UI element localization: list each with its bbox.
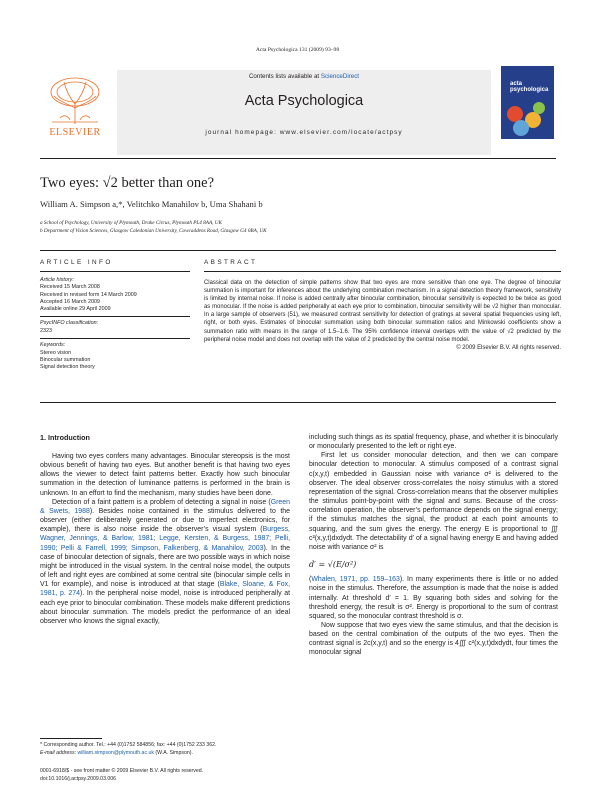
elsevier-wordmark: ELSEVIER bbox=[49, 127, 101, 138]
paragraph: First let us consider monocular detection, and then we can compare binocular detection to monocular. A stimulus composed of a contrast signal c(x,y,t) embedded in Gaussian noise with variance σ² is delivered to the observer. The ideal observer cross-correlates the noisy stimulus with a stored representation of the signal. Cross-correlation means that the observer multiplies the stimulus point-by-point with the signal and sums. Because of the cross-correlation operation, the observer’s performance depends on the signal energy; if the stimulus matches the signal, the product at each point amounts to squaring, and the sum gives the energy. The energy E is proportional to ∭ c²(x,y,t)dxdydt. The detectability d′ of a signal having energy E and having added noise with variance σ² is bbox=[309, 452, 558, 551]
email-label: E-mail address: bbox=[40, 750, 78, 756]
front-rule bbox=[40, 250, 556, 251]
journal-homepage[interactable]: journal homepage: www.elsevier.com/locate/actpsy bbox=[205, 129, 403, 136]
history-revised: Received in revised form 14 March 2009 bbox=[40, 292, 137, 298]
footnote-email bbox=[40, 750, 193, 757]
journal-cover-thumbnail bbox=[501, 66, 554, 139]
psycinfo-label: PsycINFO classification: bbox=[40, 320, 99, 326]
info-divider-2 bbox=[40, 338, 190, 339]
paragraph-text: ). In the peripheral noise model, noise is introduced peripherally at each eye prior to binocular combination. These models make different predictions about binocular summation. The models predict the performance of an ideal observer who knows the signal exactly, bbox=[40, 590, 290, 625]
cover-title: acta psychologica bbox=[510, 81, 549, 93]
history-online: Available online 29 April 2009 bbox=[40, 306, 111, 312]
footnote-rule bbox=[40, 738, 102, 739]
keyword-item: Binocular summation bbox=[40, 357, 91, 363]
paragraph-text: Having two eyes confers many advantages. Binocular stereopsis is the most obvious benefit of having two eyes. But another benefit is that having two eyes allows the viewer to detect faint patterns better. Exactly how such binocular summation in the detection of luminance patterns is performed in the brain is unknown. In an effort to find the mechanism, many studies have been done. bbox=[40, 453, 290, 497]
paragraph-text: ). In the case of binocular detection of signals, there are two possible ways in which noise might be introduced in the visual system. In the central noise model, the outputs of left and right eyes are combined at some central site (binocular simple cells in V1 for example), and noise is introduced at that stage ( bbox=[40, 544, 290, 589]
paragraph bbox=[40, 452, 290, 498]
info-divider-1 bbox=[40, 316, 190, 317]
sciencedirect-link[interactable]: ScienceDirect bbox=[320, 73, 360, 80]
paragraph: including such things as its spatial frequency, phase, and whether it is binocularly or monocularly presented to the left or right eye. bbox=[309, 434, 558, 451]
citation-link[interactable]: Blake, Sloane, & Fox, 1981, p. 274 bbox=[40, 581, 290, 598]
abstract-text: Classical data on the detection of simple patterns show that two eyes are more sensitive than one eye. The degree of binocular summation is important for inferences about the underlying combination mechanism. In a signal detection theory framework, sensitivity is limited by internal noise. If noise is added centrally after binocular combination, binocular sensitivity is expected to be twice as good as monocular. If the noise is added peripherally at each eye prior to combination, binocular sensitivity will be √2 higher than monocular. In a large sample of observers (51), we measured contrast sensitivity for detection of gratings at several spatial frequencies using left, right, or both eyes. Estimates of binocular summation using both binocular summation ratios and Minkowski coefficients show a summation ratio with means in the range of 1.5–1.6. The 95% confidence interval overlaps with the value of √2 predicted by the peripheral noise model and does not overlap with the value of 2 predicted by the central noise model. bbox=[204, 280, 561, 343]
affiliation-b: b Department of Vision Sciences, Glasgow Caledonian University, Cowcaddens Road, Glasgow G4 0BA, UK bbox=[40, 228, 267, 234]
citation-link[interactable]: Green & Swets, 1988 bbox=[40, 498, 290, 515]
paragraph: Now suppose that two eyes view the same stimulus, and that the decision is based on the central combination of the outputs of the two eyes. Then the contrast signal is 2c(x,y,t) and so the energy is 4∭ c²(x,y,t)dxdydt, four times the monocular signal bbox=[309, 621, 558, 657]
paragraph-text: . In many experiments there is little or no added noise in the stimulus. Therefore, the assumption is made that the noise is added internally. At threshold d′ = 1. By squaring both sides and solving for the threshold energy, the result is σ². Energy is proportional to the sum of contrast squared, so the monocular contrast threshold is σ. bbox=[309, 576, 558, 620]
paragraph-text: ). Besides noise contained in the stimulus delivered to the observer (either deliberately generated or due to imperfect electronics, for example), there is also noise inside the observer’s visual system ( bbox=[40, 507, 290, 534]
paragraph: (Whalen, 1971, pp. 159–163). In many experiments there is little or no added noise in the stimulus. Therefore, the assumption is made that the noise is added internally. At threshold d′ = 1. By squaring both sides and solving for the threshold energy, the result is σ². Energy is proportional to the sum of contrast squared, so the monocular contrast threshold is σ. bbox=[309, 576, 558, 620]
article-info-heading: ARTICLE INFO bbox=[40, 259, 113, 266]
history-received: Received 15 March 2008 bbox=[40, 284, 100, 290]
abstract-rule bbox=[204, 271, 561, 272]
keyword-item: Signal detection theory bbox=[40, 364, 95, 370]
masthead-banner bbox=[117, 70, 491, 155]
issn-line: 0001-6918/$ - see front matter © 2009 Elsevier B.V. All rights reserved. bbox=[40, 768, 204, 774]
contents-prefix: Contents lists available at bbox=[248, 73, 321, 80]
article-authors: William A. Simpson a,*, Velitchko Manahilov b, Uma Shahani b bbox=[40, 199, 263, 209]
abstract-bottom-rule bbox=[40, 402, 556, 403]
paragraph bbox=[40, 498, 290, 626]
journal-reference: Acta Psychologica 131 (2009) 93–98 bbox=[255, 47, 340, 53]
email-link[interactable]: william.simpson@plymouth.ac.uk bbox=[77, 750, 154, 756]
journal-title: Acta Psychologica bbox=[244, 93, 364, 109]
citation-link[interactable]: Burgess, Wagner, Jennings, & Barlow, 1981; Legge, Kersten, & Burgess, 1987; Pelli, 1990; Pelli & Farrell, 1999; Simpson, Falkenberg, & Manahilov, 2003 bbox=[40, 526, 290, 552]
detectability-formula: d′ = √(E/σ²) bbox=[309, 560, 357, 570]
affiliation-a: a School of Psychology, University of Plymouth, Drake Circus, Plymouth PL4 8AA, UK bbox=[40, 220, 222, 226]
section-heading-introduction: 1. Introduction bbox=[40, 433, 90, 442]
body-right-column bbox=[309, 433, 558, 658]
keywords-label: Keywords: bbox=[40, 342, 66, 348]
email-suffix: (W.A. Simpson). bbox=[153, 750, 193, 756]
article-info-rule bbox=[40, 271, 190, 272]
paragraph-text: Detection of a faint pattern is a problem of detecting a signal in noise ( bbox=[52, 498, 271, 506]
history-label: Article history: bbox=[40, 277, 74, 283]
citation-link[interactable]: Whalen, 1971, pp. 159–163 bbox=[311, 576, 400, 584]
psycinfo-code: 2323 bbox=[40, 328, 52, 334]
doi-line[interactable]: doi:10.1016/j.actpsy.2009.03.006 bbox=[40, 776, 117, 782]
keyword-item: Stereo vision bbox=[40, 350, 72, 356]
article-title: Two eyes: √2 better than one? bbox=[40, 175, 215, 191]
history-accepted: Accepted 16 March 2009 bbox=[40, 299, 100, 305]
contents-line bbox=[117, 73, 491, 80]
body-left-column bbox=[40, 452, 290, 626]
abstract-heading: ABSTRACT bbox=[204, 259, 258, 266]
footnote-corresponding: * Corresponding author. Tel.: +44 (0)1752 584856; fax: +44 (0)1752 233 362. bbox=[40, 742, 217, 748]
abstract-copyright: © 2009 Elsevier B.V. All rights reserved. bbox=[456, 344, 561, 351]
header-rule bbox=[40, 158, 556, 159]
abstract-body bbox=[204, 279, 561, 352]
elsevier-tree-logo-icon bbox=[40, 74, 110, 126]
